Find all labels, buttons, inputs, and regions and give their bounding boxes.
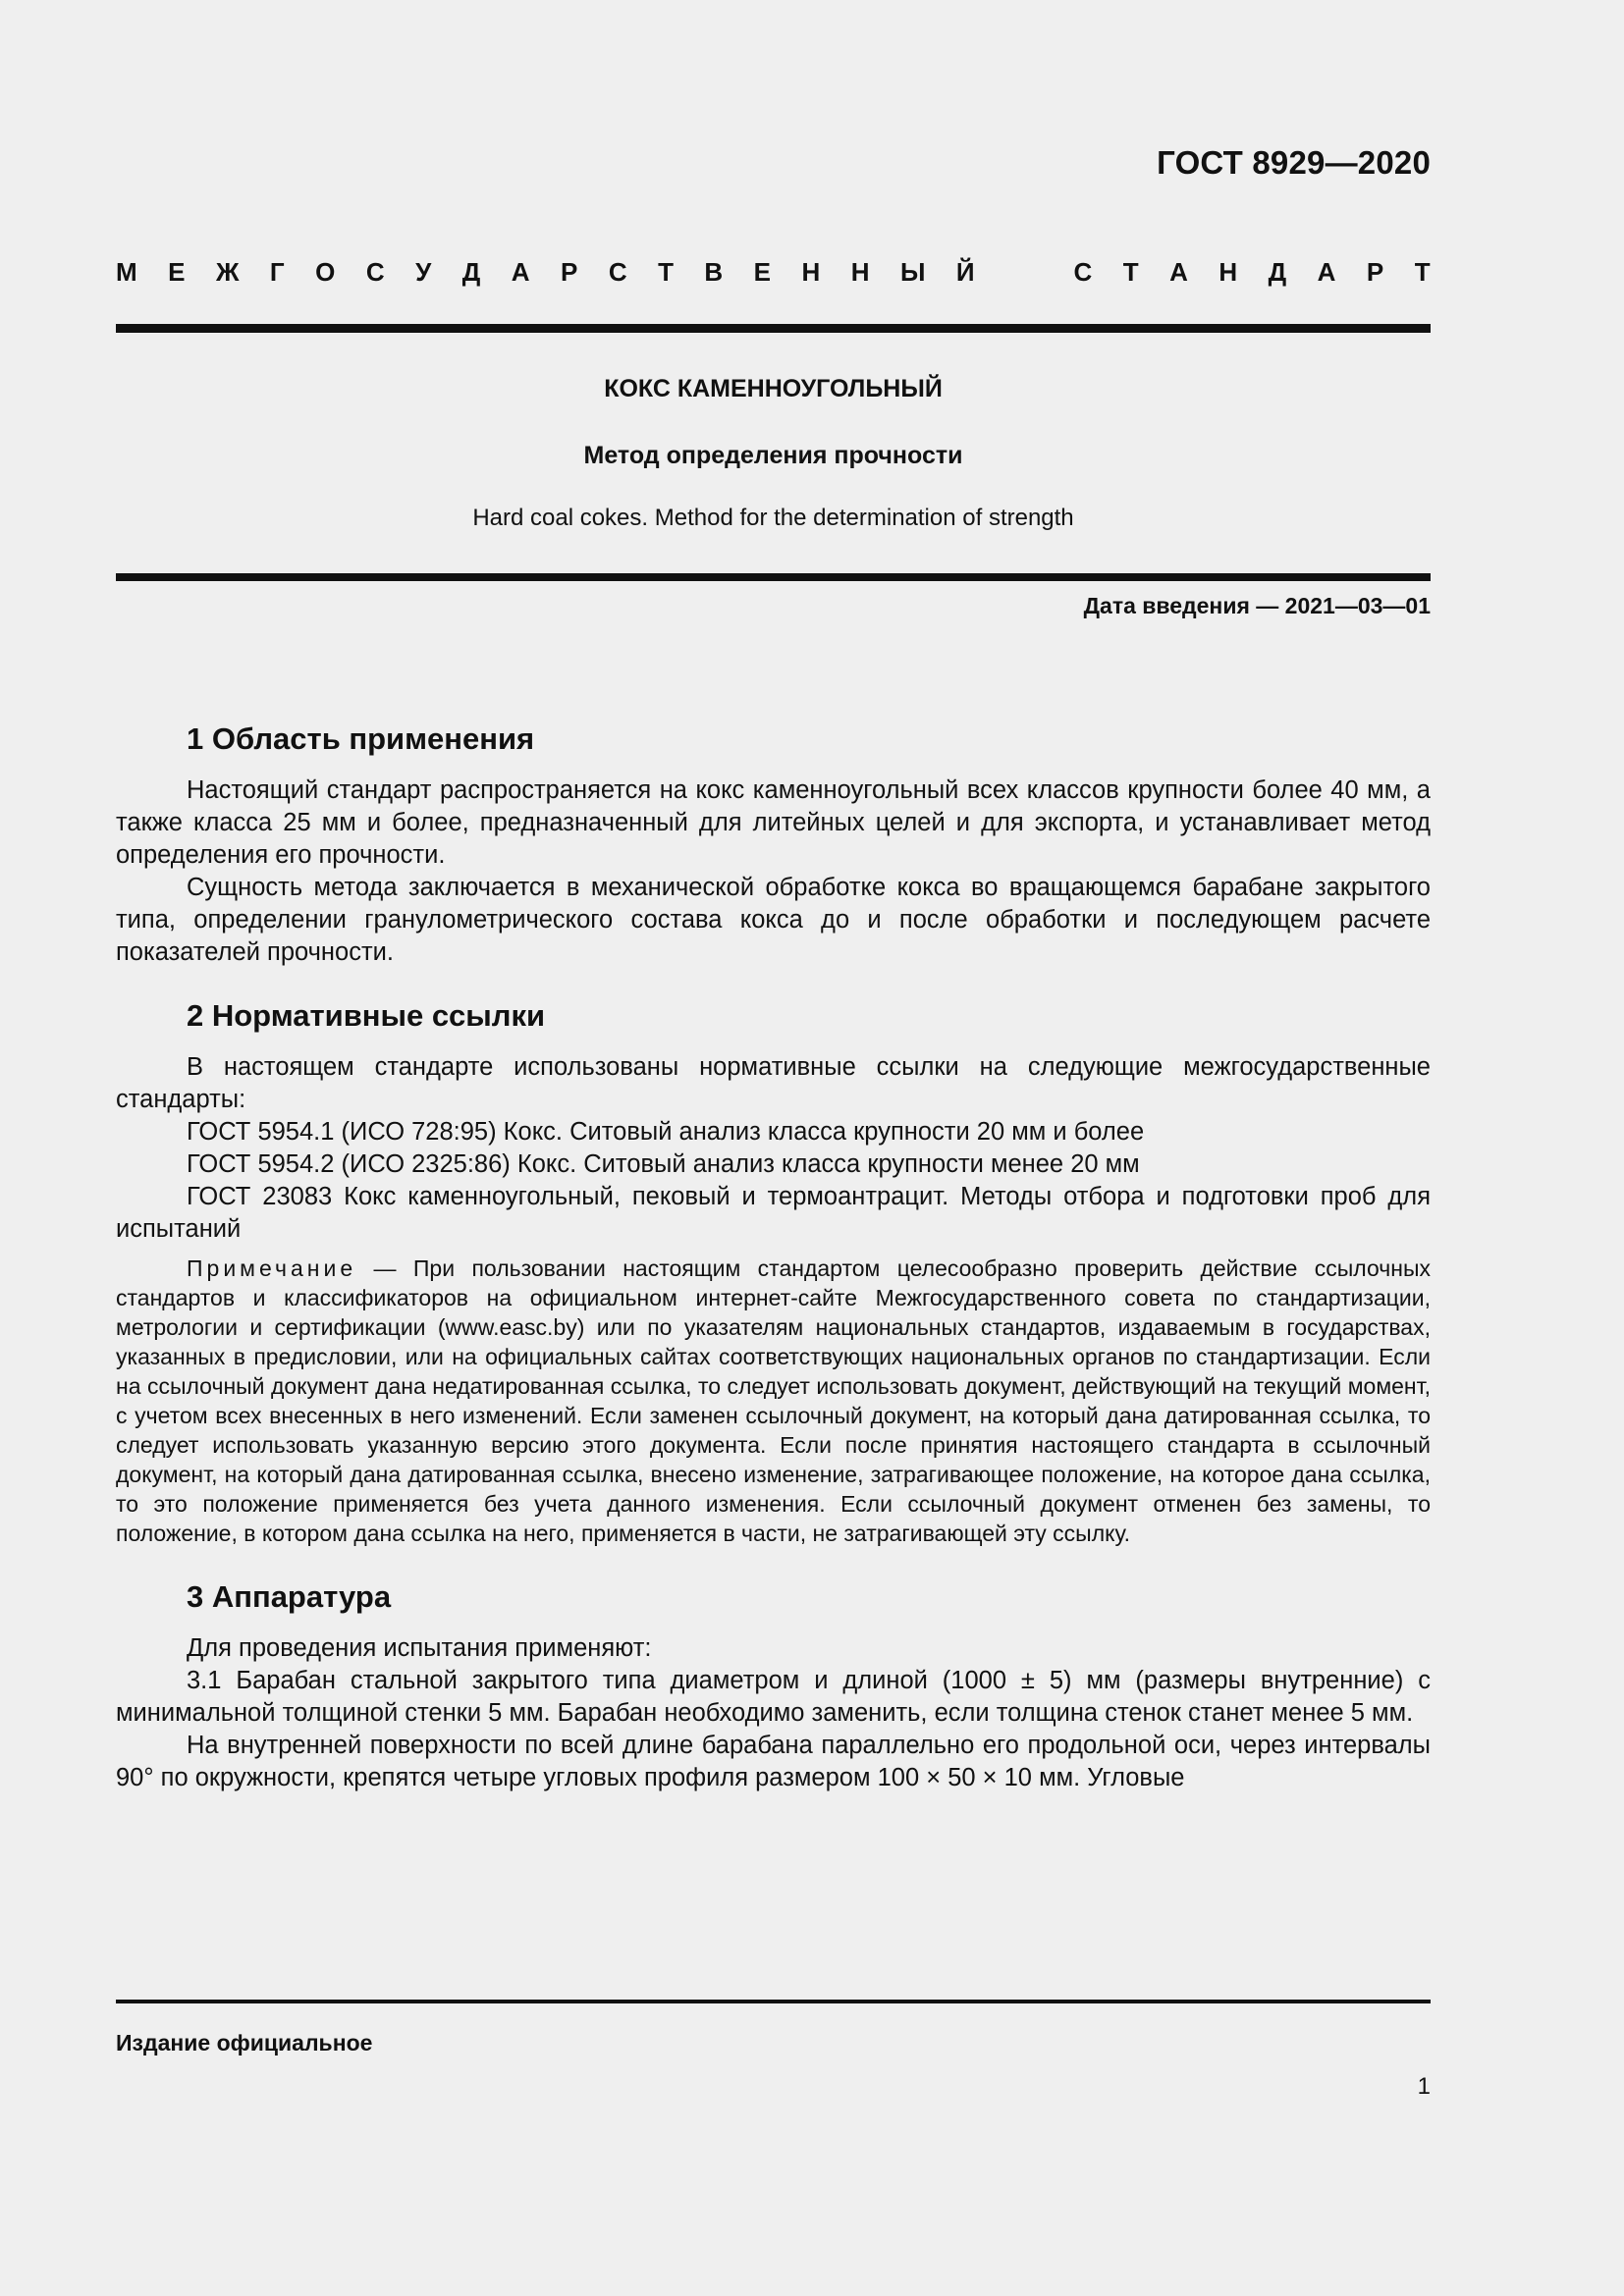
paragraph: Сущность метода заключается в механической обработке кокса во вращающемся барабане закрытого типа, определении гранулометрического состава кокса до и после обработки и последующем расчете показателей прочности.: [116, 874, 1431, 966]
banner-letter: Н: [850, 257, 870, 287]
banner-letter: В: [704, 257, 724, 287]
banner-letter: Е: [753, 257, 772, 287]
document-title: КОКС КАМЕННОУГОЛЬНЫЙ: [604, 375, 943, 402]
note-text: — При пользовании настоящим стандартом целесообразно проверить действие ссылочных стандартов и классификаторов на официальном интернет-сайте Межгосударственного совета по стандартизации, метрологии и сертификации (www.easc.by) или по указателям национальных стандартов, издаваемым в государствах, указанных в предисловии, или на официальных сайтах соответствующих национальных органов по стандартизации. Если на ссылочный документ дана недатированная ссылка, то следует использовать документ, действующий на текущий момент, с учетом всех внесенных в него изменений. Если заменен ссылочный документ, на который дана датированная ссылка, то следует использовать указанную версию этого документа. Если после принятия настоящего стандарта в ссылочный документ, на который дана датированная ссылка, внесено изменение, затрагивающее положение, на которое дана ссылка, то это положение применяется без учета данного изменения. Если ссылочный документ отменен без замены, то положение, в котором дана ссылка на него, применяется в части, не затрагивающей эту ссылку.: [116, 1255, 1431, 1546]
note: [116, 1254, 1431, 1548]
paragraph: Для проведения испытания применяют:: [187, 1634, 652, 1662]
banner-letter: Ы: [899, 257, 926, 287]
introduction-date: Дата введения — 2021—03—01: [1083, 593, 1431, 618]
banner-letter: Й: [955, 257, 975, 287]
banner-letter: О: [315, 257, 336, 287]
reference-item: ГОСТ 5954.1 (ИСО 728:95) Кокс. Ситовый анализ класса крупности 20 мм и более: [187, 1118, 1145, 1146]
banner-letter: М: [116, 257, 137, 287]
footer-divider: [116, 2000, 1431, 2003]
banner-letter: А: [1169, 257, 1188, 287]
section-heading: 1 Область применения: [187, 721, 535, 756]
note-label: Примечание: [187, 1255, 357, 1281]
document-body: [116, 720, 1431, 1794]
paragraph: Настоящий стандарт распространяется на кокс каменноугольный всех классов крупности более 40 мм, а также класса 25 мм и более, предназначенный для литейных целей и для экспорта, и устанавливает метод определения его прочности.: [116, 776, 1431, 869]
section-apparatus: [116, 1577, 1431, 1794]
banner-letter: А: [511, 257, 530, 287]
banner-letter: Н: [801, 257, 821, 287]
paragraph: 3.1 Барабан стальной закрытого типа диаметром и длиной (1000 ± 5) мм (размеры внутренние) с минимальной толщиной стенки 5 мм. Барабан необходимо заменить, если толщина стенок станет менее 5 мм.: [116, 1667, 1431, 1727]
section-normative-references: [116, 996, 1431, 1548]
page-number: 1: [1417, 2073, 1431, 2100]
paragraph: В настоящем стандарте использованы нормативные ссылки на следующие межгосударственные стандарты:: [116, 1053, 1431, 1113]
banner-letter: Д: [1268, 257, 1287, 287]
document-subtitle: Метод определения прочности: [583, 442, 963, 469]
paragraph: На внутренней поверхности по всей длине барабана параллельно его продольной оси, через интервалы 90° по окружности, крепятся четыре угловых профиля размером 100 × 50 × 10 мм. Угловые: [116, 1732, 1431, 1791]
banner-letter: С: [1073, 257, 1093, 287]
banner-letter: Т: [1122, 257, 1139, 287]
section-scope: [116, 720, 1431, 969]
banner-letter: Р: [1366, 257, 1384, 287]
banner-letter: С: [365, 257, 385, 287]
interstate-standard-banner: [116, 257, 1431, 288]
reference-item: ГОСТ 23083 Кокс каменноугольный, пековый и термоантрацит. Методы отбора и подготовки проб для испытаний: [116, 1183, 1431, 1243]
official-edition-label: Издание официальное: [116, 2030, 373, 2056]
gost-number: ГОСТ 8929—2020: [1157, 144, 1431, 181]
section-heading: 2 Нормативные ссылки: [187, 998, 546, 1033]
banner-letter: Г: [269, 257, 285, 287]
banner-letter: С: [608, 257, 627, 287]
banner-letter: Т: [658, 257, 674, 287]
header-divider: [116, 324, 1431, 333]
title-divider: [116, 573, 1431, 581]
banner-letter: Д: [461, 257, 481, 287]
banner-letter: Ж: [215, 257, 240, 287]
banner-word-gap: [1005, 257, 1043, 288]
banner-letter: Т: [1414, 257, 1431, 287]
banner-letter: У: [415, 257, 432, 287]
banner-letter: Н: [1218, 257, 1238, 287]
section-heading: 3 Аппаратура: [187, 1579, 392, 1614]
banner-letter: Р: [561, 257, 578, 287]
english-title: Hard coal cokes. Method for the determination of strength: [472, 505, 1074, 531]
banner-letter: А: [1317, 257, 1336, 287]
banner-letter: Е: [168, 257, 186, 287]
reference-item: ГОСТ 5954.2 (ИСО 2325:86) Кокс. Ситовый анализ класса крупности менее 20 мм: [187, 1150, 1140, 1178]
